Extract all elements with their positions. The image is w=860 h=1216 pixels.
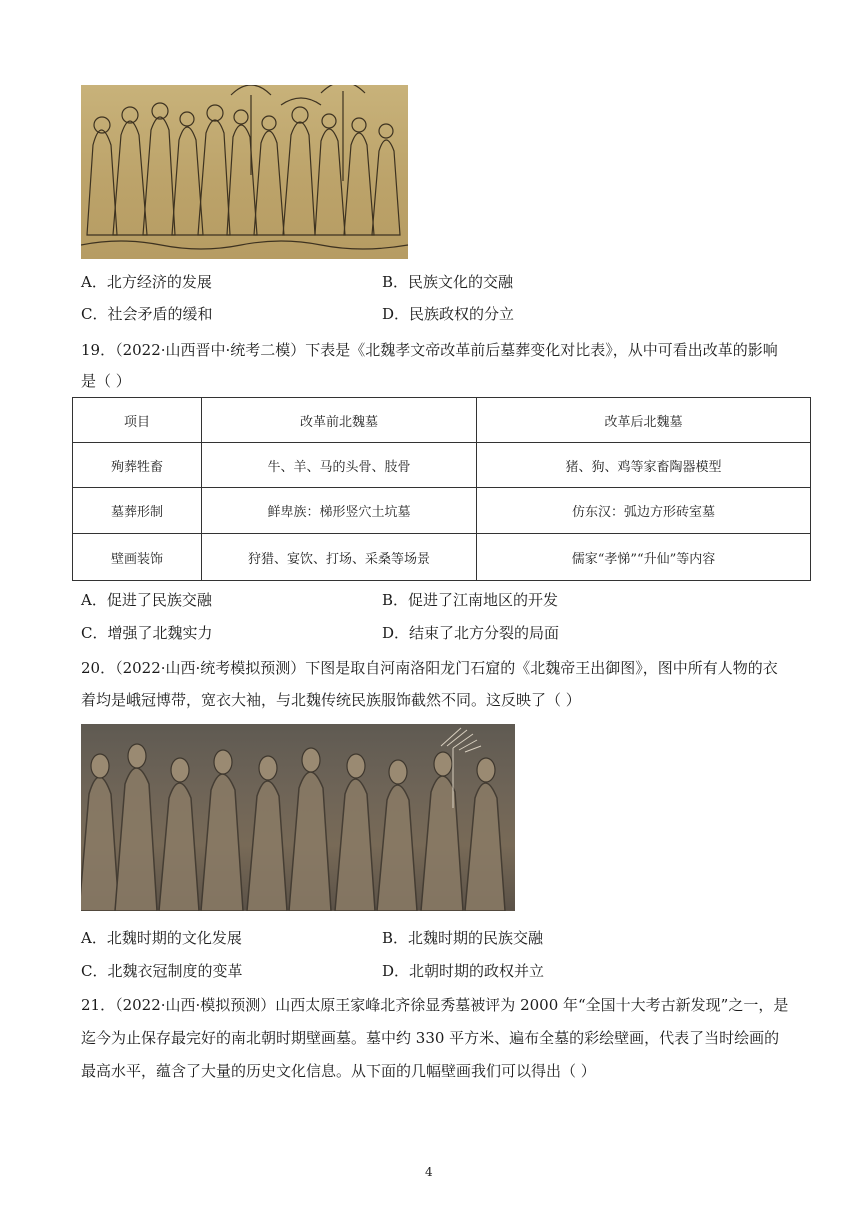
q19-stem-line-2: 是（ ） (81, 372, 131, 390)
sketch-figures (81, 85, 408, 259)
table-cell: 鲜卑族：梯形竖穴土坑墓 (202, 488, 477, 534)
q20-option-d: D．北朝时期的政权并立 (382, 962, 545, 980)
table-header-cell: 改革后北魏墓 (477, 398, 811, 443)
table-cell: 儒家“孝悌”“升仙”等内容 (477, 534, 811, 581)
q21-stem-line-3: 最高水平，蕴含了大量的历史文化信息。从下面的几幅壁画我们可以得出（ ） (81, 1062, 596, 1080)
table-cell: 殉葬牲畜 (73, 443, 202, 488)
relief-photo-image (81, 724, 515, 911)
q18-option-c: C．社会矛盾的缓和 (81, 305, 213, 323)
q20-option-a: A．北魏时期的文化发展 (81, 929, 242, 947)
table-header-cell: 项目 (73, 398, 202, 443)
q19-option-c: C．增强了北魏实力 (81, 624, 213, 642)
q21-stem-line-2: 迄今为止保存最完好的南北朝时期壁画墓。墓中约 330 平方米、遍布全墓的彩绘壁画，代表了当时绘画的 (81, 1029, 780, 1047)
table-cell: 狩猎、宴饮、打场、采桑等场景 (202, 534, 477, 581)
table-cell: 仿东汉：弧边方形砖室墓 (477, 488, 811, 534)
q21-stem-line-1: 21．（2022·山西·模拟预测）山西太原王家峰北齐徐显秀墓被评为 2000 年“全国十大考古新发现”之一，是 (81, 996, 789, 1014)
q19-option-a: A．促进了民族交融 (81, 591, 212, 609)
q20-stem-line-2: 着均是峨冠博带，宽衣大袖，与北魏传统民族服饰截然不同。这反映了（ ） (81, 691, 581, 709)
q18-option-b: B．民族文化的交融 (382, 273, 514, 291)
table-row (73, 443, 811, 488)
burial-comparison-table (72, 397, 811, 581)
table-cell: 牛、羊、马的头骨、肢骨 (202, 443, 477, 488)
q18-option-a: A．北方经济的发展 (81, 273, 212, 291)
q19-stem-line-1: 19．（2022·山西晋中·统考二模）下表是《北魏孝文帝改革前后墓葬变化对比表》，从中可看出改革的影响 (81, 341, 778, 359)
page-number: 4 (425, 1165, 433, 1179)
procession-sketch-image (81, 85, 408, 259)
q19-option-b: B．促进了江南地区的开发 (382, 591, 559, 609)
q20-option-b: B．北魏时期的民族交融 (382, 929, 544, 947)
table-cell: 墓葬形制 (73, 488, 202, 534)
table-header-cell: 改革前北魏墓 (202, 398, 477, 443)
q20-stem-line-1: 20．（2022·山西·统考模拟预测）下图是取自河南洛阳龙门石窟的《北魏帝王出御图》，图中所有人物的衣 (81, 659, 778, 677)
table-cell: 壁画装饰 (73, 534, 202, 581)
q20-option-c: C．北魏衣冠制度的变革 (81, 962, 243, 980)
table-row (73, 534, 811, 581)
q18-option-d: D．民族政权的分立 (382, 305, 515, 323)
table-cell: 猪、狗、鸡等家畜陶器模型 (477, 443, 811, 488)
table-header-row (73, 398, 811, 443)
relief-figures (81, 724, 515, 911)
table-row (73, 488, 811, 534)
q19-option-d: D．结束了北方分裂的局面 (382, 624, 560, 642)
